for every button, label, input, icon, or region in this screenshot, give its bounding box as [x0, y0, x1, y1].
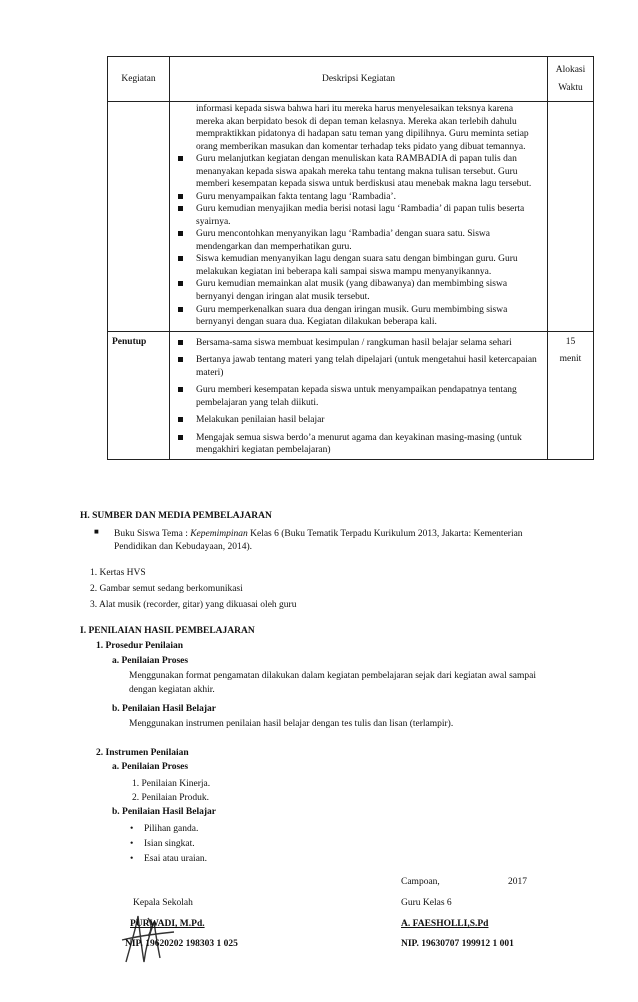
procedure-b-title: b. Penilaian Hasil Belajar — [112, 704, 216, 714]
activity-table — [107, 56, 594, 460]
header-alokasi-line2: Waktu — [558, 83, 583, 93]
time-unit: menit — [559, 354, 582, 365]
book-rest-2: Pendidikan dan Kebudayaan, 2014). — [114, 541, 252, 552]
cell-kegiatan-penutup: Penutup — [108, 331, 170, 459]
book-prefix: Buku Siswa Tema : — [114, 529, 191, 539]
signature-place: Campoan, — [401, 877, 440, 887]
list-item: Mengajak semua siswa berdo’a menurut agama dan keyakinan masing-masing (untuk mengakhiri kegiatan pembelajaran) — [174, 432, 543, 457]
instrument-a-item: 2. Penilaian Produk. — [132, 793, 210, 803]
list-item: Bertanya jawab tentang materi yang telah dipelajari (untuk mengetahui hasil ketercapaian materi) — [174, 354, 543, 379]
table-row-penutup — [108, 331, 594, 459]
table-row-inti — [108, 102, 594, 332]
list-item: Bersama-sama siswa membuat kesimpulan / rangkuman hasil belajar selama sehari — [174, 337, 543, 350]
section-i-title: I. PENILAIAN HASIL PEMBELAJARAN — [80, 626, 255, 636]
list-item: Siswa kemudian menyanyikan lagu dengan suara satu dengan bimbingan guru. Guru melakukan kegiatan ini beberapa kali sampai siswa mampu menyanyikannya. — [174, 253, 543, 278]
square-bullet-icon: ■ — [94, 527, 99, 536]
teacher-role: Guru Kelas 6 — [401, 898, 452, 908]
inti-continuation-text: informasi kepada siswa bahwa hari itu mereka harus menyelesaikan teksnya karena mereka akan berpidato besok di depan teman kelasnya. Mereka akan terlebih dahulu mempraktikkan pidatonya di hadapan satu teman yang dipilihnya. Guru meminta setiap orang memberikan masukan dan komentar terhadap teks pidato yang dibuat temannya. — [196, 104, 529, 152]
list-item: Melakukan penilaian hasil belajar — [174, 414, 543, 427]
list-item: Guru memperkenalkan suara dua dengan iringan musik. Guru membimbing siswa bernyanyi dengan suara dua. Kegiatan dilakukan beberapa kali. — [174, 304, 543, 329]
procedure-a-title: a. Penilaian Proses — [112, 656, 189, 666]
time-value: 15 — [565, 336, 576, 347]
book-theme: Kepemimpinan — [190, 529, 248, 539]
cell-deskripsi-inti — [170, 102, 548, 332]
book-rest-1: Kelas 6 (Buku Tematik Terpadu Kurikulum 2013, Jakarta: Kementerian — [247, 529, 523, 539]
instrument-b-item: • Esai atau uraian. — [144, 853, 207, 866]
signature-year: 2017 — [508, 877, 527, 887]
list-item: Guru memberi kesempatan kepada siswa untuk menyampaikan pendapatnya tentang pembelajaran yang telah diikuti. — [174, 384, 543, 409]
list-item: Guru melanjutkan kegiatan dengan menuliskan kata RAMBADIA di papan tulis dan menanyakan kepada siswa apakah mereka tahu tentang makna tulisan tersebut. Guru memberi kesempatan kepada siswa untuk berdiskusi atau menebak makna lagu tersebut. — [174, 153, 543, 191]
cell-kegiatan-inti — [108, 102, 170, 332]
list-item: Guru mencontohkan menyanyikan lagu ‘Rambadia’ dengan suara satu. Siswa mendengarkan dan memperhatikan guru. — [174, 228, 543, 253]
procedure-title: 1. Prosedur Penilaian — [96, 641, 184, 651]
teacher-name: A. FAESHOLLI,S.Pd — [401, 919, 489, 929]
teacher-nip: NIP. 19630707 199912 1 001 — [401, 939, 514, 949]
cell-waktu-inti — [548, 102, 594, 332]
media-item: 2. Gambar semut sedang berkomunikasi — [90, 584, 243, 594]
cell-waktu-penutup — [548, 331, 594, 459]
list-item: Guru kemudian memainkan alat musik (yang dibawanya) dan membimbing siswa bernyanyi dengan iringan alat musik tersebut. — [174, 278, 543, 303]
instrument-b-title: b. Penilaian Hasil Belajar — [112, 807, 216, 817]
media-item: 1. Kertas HVS — [90, 568, 146, 578]
header-deskripsi: Deskripsi Kegiatan — [170, 57, 548, 102]
list-item: Guru menyampaikan fakta tentang lagu ‘Rambadia’. — [174, 191, 543, 204]
table-header-row — [108, 57, 594, 102]
list-item: Guru kemudian menyajikan media berisi notasi lagu ‘Rambadia’ di papan tulis beserta syairnya. — [174, 203, 543, 228]
media-item: 3. Alat musik (recorder, gitar) yang dikuasai oleh guru — [90, 600, 297, 610]
headmaster-nip: NIP. 19620202 198303 1 025 — [125, 939, 238, 949]
headmaster-name: PURWADI, M.Pd. — [130, 919, 205, 929]
header-kegiatan: Kegiatan — [108, 57, 170, 102]
procedure-a-text-1: Menggunakan format pengamatan dilakukan dalam kegiatan pembelajaran sejak dari kegiatan awal sampai — [129, 671, 537, 681]
penutup-list — [174, 337, 543, 457]
header-alokasi — [548, 57, 594, 102]
instrument-b-item: • Pilihan ganda. — [144, 823, 198, 836]
instrument-a-title: a. Penilaian Proses — [112, 762, 189, 772]
section-h-bullet — [94, 527, 594, 553]
instrument-title: 2. Instrumen Penilaian — [96, 748, 189, 758]
instrument-b-item: • Isian singkat. — [144, 838, 195, 851]
headmaster-role: Kepala Sekolah — [133, 898, 193, 908]
header-alokasi-line1: Alokasi — [555, 64, 586, 75]
inti-list — [174, 153, 543, 328]
cell-deskripsi-penutup — [170, 331, 548, 459]
procedure-a-text-2: dengan kegiatan akhir. — [129, 685, 215, 695]
section-h-title: H. SUMBER DAN MEDIA PEMBELAJARAN — [80, 511, 272, 521]
procedure-b-text: Menggunakan instrumen penilaian hasil belajar dengan tes tulis dan lisan (terlampir). — [129, 719, 454, 729]
instrument-a-item: 1. Penilaian Kinerja. — [132, 779, 211, 789]
